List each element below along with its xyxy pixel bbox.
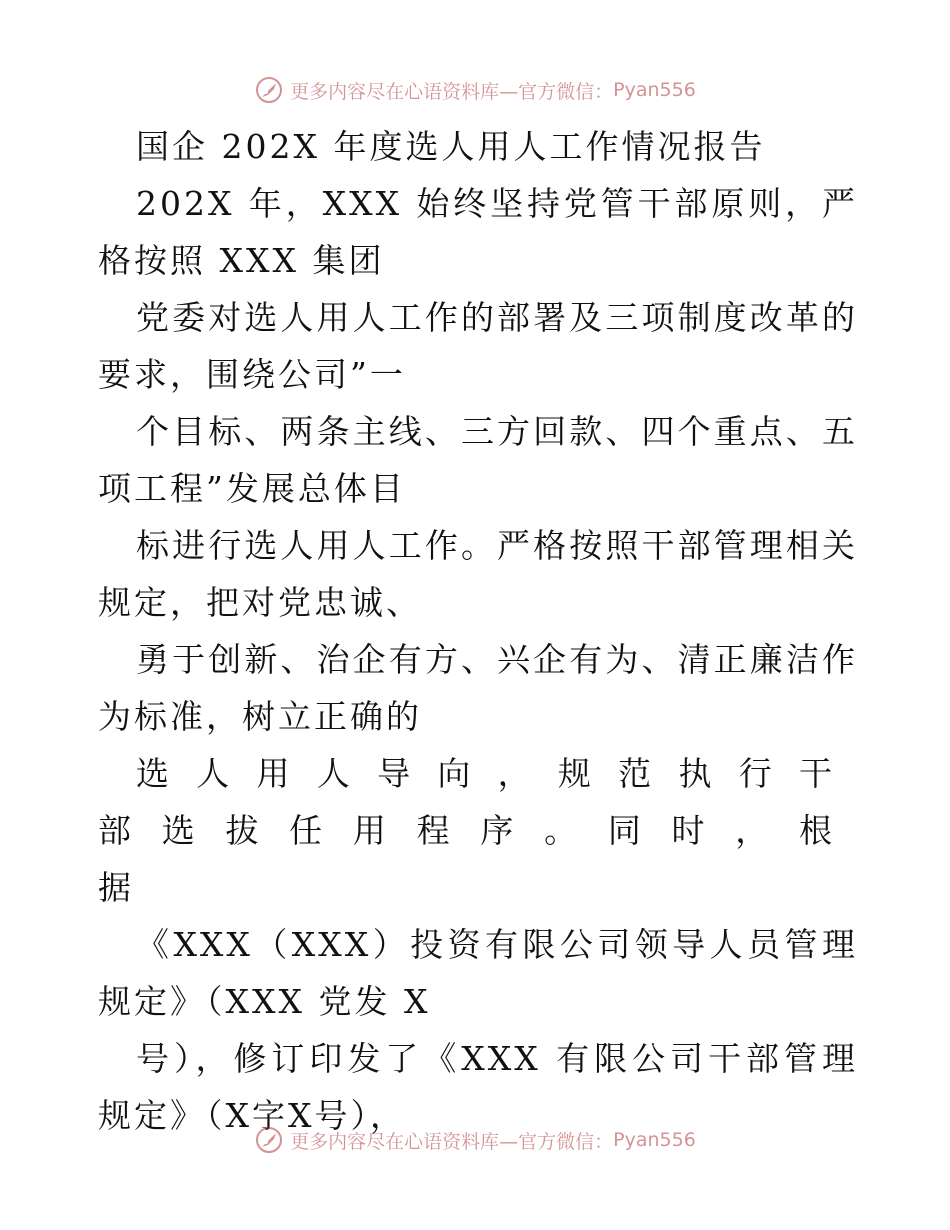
document-body (98, 118, 858, 1144)
paragraph: 个目标、两条主线、三方回款、四个重点、五项工程”发展总体目 (98, 412, 858, 508)
paragraph: 选人用人导向，规范执行干部选拔任用程序。同时，根据 (98, 754, 858, 907)
header-watermark (0, 70, 950, 110)
quill-logo-icon (254, 1125, 284, 1155)
paragraph: 202X 年，XXX 始终坚持党管干部原则，严格按照 XXX 集团 (98, 184, 858, 280)
paragraph: 号），修订印发了《XXX 有限公司干部管理规定》（X字X号）， (98, 1039, 858, 1135)
footer-watermark (0, 1120, 950, 1160)
paragraph: 党委对选人用人工作的部署及三项制度改革的要求，围绕公司”一 (98, 298, 858, 394)
watermark-text: 更多内容尽在心语资料库—官方微信： (290, 1130, 614, 1153)
watermark-wechat-id: Pyan556 (613, 1129, 696, 1151)
document-title: 国企 202X 年度选人用人工作情况报告 (136, 127, 766, 166)
watermark-text: 更多内容尽在心语资料库—官方微信： (290, 80, 614, 103)
paragraph: 勇于创新、治企有方、兴企有为、清正廉洁作为标准，树立正确的 (98, 640, 858, 736)
paragraph: 《XXX（XXX）投资有限公司领导人员管理规定》（XXX 党发 X (98, 925, 858, 1021)
watermark-wechat-id: Pyan556 (613, 79, 696, 101)
quill-logo-icon (254, 75, 284, 105)
paragraph: 标进行选人用人工作。严格按照干部管理相关规定，把对党忠诚、 (98, 526, 858, 622)
